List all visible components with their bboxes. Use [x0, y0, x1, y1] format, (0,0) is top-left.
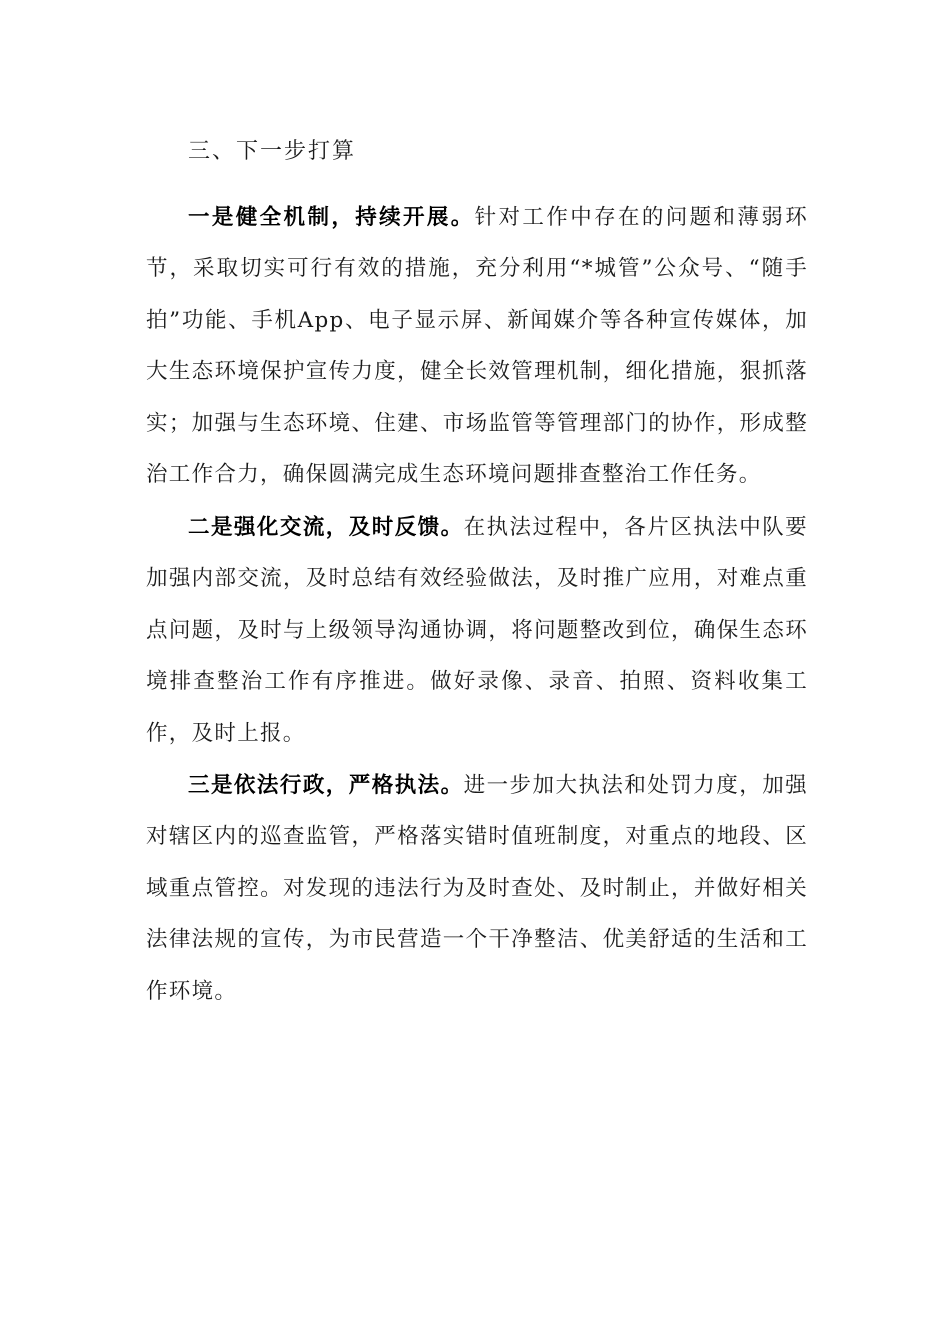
paragraph-enforcement	[146, 760, 808, 1017]
paragraph-communication	[146, 502, 808, 759]
paragraph-lead: 三是依法行政，严格执法。	[188, 773, 464, 798]
paragraph-body: 针对工作中存在的问题和薄弱环节，采取切实可行有效的措施，充分利用“*城管”公众号、“随手拍”功能、手机App、电子显示屏、新闻媒介等各种宣传媒体，加大生态环境保护宣传力度，健全长效管理机制，细化措施，狠抓落实；加强与生态环境、住建、市场监管等管理部门的协作，形成整治工作合力，确保圆满完成生态环境问题排查整治工作任务。	[146, 205, 808, 488]
paragraph-lead: 一是健全机制，持续开展。	[188, 205, 475, 230]
paragraph-body: 在执法过程中，各片区执法中队要加强内部交流，及时总结有效经验做法，及时推广应用，对难点重点问题，及时与上级领导沟通协调，将问题整改到位，确保生态环境排查整治工作有序推进。做好录像、录音、拍照、资料收集工作，及时上报。	[146, 515, 808, 746]
section-heading: 三、下一步打算	[188, 139, 357, 164]
paragraph-lead: 二是强化交流，及时反馈。	[188, 515, 464, 540]
paragraph-body: 进一步加大执法和处罚力度，加强对辖区内的巡查监管，严格落实错时值班制度，对重点的地段、区域重点管控。对发现的违法行为及时查处、及时制止，并做好相关法律法规的宣传，为市民营造一个干净整洁、优美舒适的生活和工作环境。	[146, 773, 808, 1004]
paragraph-mechanism	[146, 192, 808, 500]
